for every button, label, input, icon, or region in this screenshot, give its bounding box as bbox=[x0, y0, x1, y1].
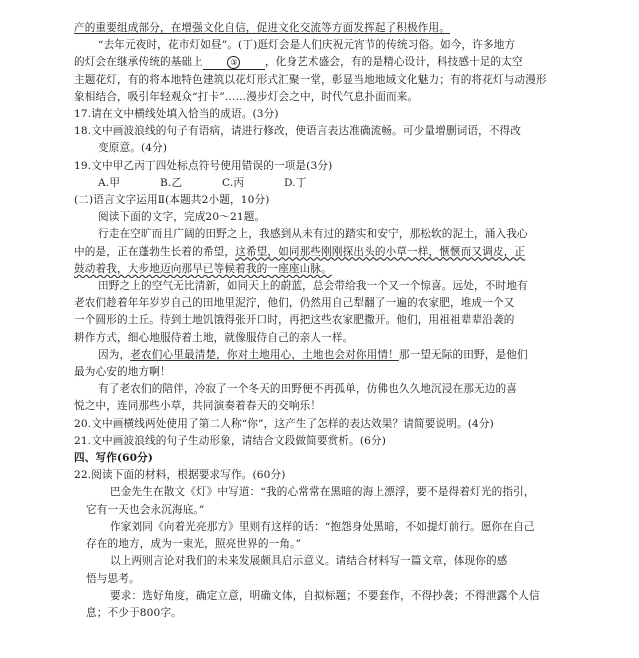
intro-line-3b: ，化身艺术盛会，有的是精心设计，科技感十足的太空 bbox=[264, 56, 523, 69]
intro-line-3a: 的灯会在继承传统的基础上 bbox=[74, 56, 203, 69]
intro-line-3 bbox=[74, 54, 593, 71]
intro-line-4: 主题花灯，有的将本地特色建筑以花灯形式汇聚一堂，彰显当地地域文化魅力；有的将花灯与动漫形 bbox=[74, 73, 547, 86]
question-20: 20.文中画横线两处使用了第二人称“你”，这产生了怎样的表达效果？请简要说明。(4分) bbox=[74, 417, 494, 430]
section-2-intro: 阅读下面的文字，完成20～21题。 bbox=[98, 211, 266, 224]
material-3-line-1: 以上两则言论对我们的未来发展颇具启示意义。请结合材料写一篇文章，体现你的感 bbox=[110, 555, 508, 568]
reading-p4-line-1: 有了老农们的陪伴，冷寂了一个冬天的田野便不再孤单，仿佛也久久地沉浸在那无边的喜 bbox=[98, 383, 518, 396]
question-21: 21.文中画波浪线的句子生动形象，请结合文段做简要赏析。(6分) bbox=[74, 434, 387, 447]
section-2-title: (二)语言文字运用Ⅱ(本题共2小题，10分) bbox=[74, 194, 270, 207]
reading-p3-line-1b: 那一望无际的田野，是他们 bbox=[398, 348, 528, 361]
reading-p3-line-1 bbox=[74, 347, 593, 364]
question-22: 22.阅读下面的材料，根据要求写作。(60分) bbox=[74, 469, 286, 482]
wavy-sentence-1: 这希望，如同那些刚刚探出头的小草一样，愜愜而又调皮，正 bbox=[235, 245, 526, 258]
reading-p4-line-2: 悦之中，连同那些小草，共同演奏着春天的交响乐！ bbox=[74, 400, 322, 413]
question-19: 19.文中甲乙丙丁四处标点符号使用错误的一项是(3分) bbox=[74, 159, 333, 172]
question-19-options bbox=[74, 175, 593, 192]
requirements-line-2: 息；不少于800字。 bbox=[86, 606, 182, 619]
reading-p1-line-3 bbox=[74, 261, 593, 278]
option-a[interactable]: A.甲 bbox=[98, 176, 121, 189]
option-c[interactable]: C.丙 bbox=[222, 176, 245, 189]
reading-p1-line-1: 行走在空旷而且广阔的田野之上，我感到从未有过的踏实和安宁，那松软的泥土，涌入我心 bbox=[98, 228, 528, 241]
question-17: 17.请在文中横线处填入恰当的成语。(3分) bbox=[74, 108, 279, 121]
intro-line-5: 象相结合，吸引年轻观众“打卡”……漫步灯会之中，时代气息扑面而来。 bbox=[74, 90, 419, 103]
reading-p3-line-2: 最为心安的地方啊！ bbox=[74, 366, 171, 379]
reading-p3-line-1a: 因为， bbox=[98, 348, 131, 361]
reading-p2-line-3: 一个圆形的土丘。待到土地饥饿得张开口时，再把这些农家肥撒开。他们，用祖祖辈辈沿袭的 bbox=[74, 314, 515, 327]
material-3-line-2: 悟与思考。 bbox=[86, 572, 140, 585]
intro-line-2: “去年元夜时，花市灯如昼”。(丁)逛灯会是人们庆祝元宵节的传统习俗。如今，许多地方 bbox=[98, 39, 516, 52]
question-18-line-1: 18.文中画波浪线的句子有语病，请进行修改，使语言表达准确流畅。可少量增删词语，不得改 bbox=[74, 125, 522, 138]
requirements-line-1: 要求：选好角度，确定立意，明确文体，自拟标题；不要套作，不得抄袭；不得泄露个人信 bbox=[110, 589, 540, 602]
material-2-line-1: 作家刘同《向着光亮那方》里则有这样的话：“抱怨身处黑暗，不如提灯前行。愿你在自己 bbox=[110, 520, 535, 533]
blank-number: ③ bbox=[227, 56, 240, 69]
fill-blank-3[interactable] bbox=[203, 56, 265, 70]
reading-p2-line-4: 耕作方式，细心地服侍着土地，就像服侍自己的亲人一样。 bbox=[74, 331, 354, 344]
section-4-title: 四、写作(60分) bbox=[74, 452, 154, 465]
option-d[interactable]: D.丁 bbox=[284, 176, 307, 189]
material-2-line-2: 存在的地方，成为一束光，照亮世界的一角。” bbox=[86, 538, 302, 551]
question-18-line-2: 变原意。(4分) bbox=[98, 142, 168, 155]
reading-p1-line-2 bbox=[74, 244, 593, 261]
intro-line-1: 产的重要组成部分，在增强文化自信，促进文化交流等方面发挥起了积极作用。 bbox=[74, 22, 451, 34]
underlined-sentence: 老农们心里最清楚，你对土地用心，土地也会对你用情！ bbox=[130, 348, 399, 361]
wavy-sentence-2: 鼓动着我，大步地迈向那早已等候着我的一座座山脉。 bbox=[74, 262, 332, 275]
material-1-line-2: 它有一天也会永沉海底。” bbox=[86, 503, 205, 516]
option-b[interactable]: B.乙 bbox=[160, 176, 183, 189]
reading-p2-line-1: 田野之上的空气无比清新，如同天上的蔚蓝，总会带给我一个又一个惊喜。远处，不时地有 bbox=[98, 280, 528, 293]
material-1-line-1: 巴金先生在散文《灯》中写道：“我的心常常在黑暗的海上漂浮，要不是得着灯光的指引， bbox=[110, 486, 535, 499]
reading-p1-line-2a: 中的是，正在蓬勃生长着的希望， bbox=[74, 245, 236, 258]
reading-p2-line-2: 老农们趁着年年岁岁自己的田地里泥泞，他们，仍然用自己犁翻了一遍的农家肥，堆成一个又 bbox=[74, 297, 515, 310]
